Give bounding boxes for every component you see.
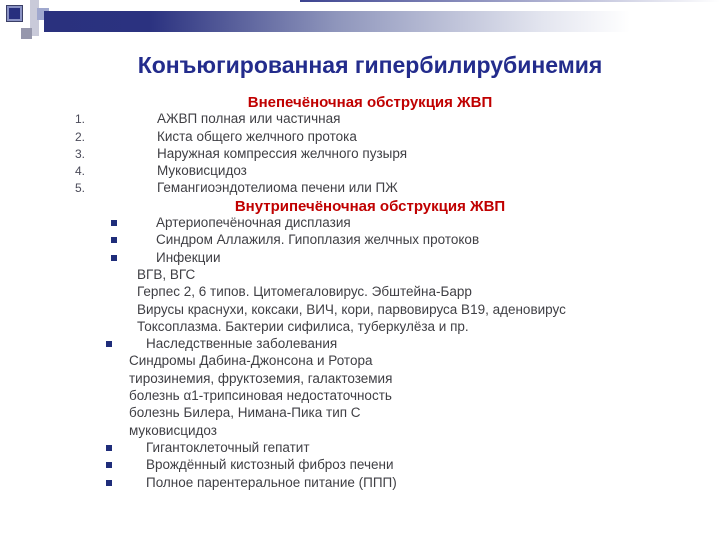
line-text: Токсоплазма. Бактерии сифилиса, туберкулёза и пр. — [137, 318, 469, 334]
line-text: болезнь α1-трипсиновая недостаточность — [129, 388, 392, 404]
content-line — [16, 353, 720, 370]
line-text: Полное парентеральное питание (ППП) — [146, 474, 397, 490]
line-text: Артериопечёночная дисплазия — [156, 215, 351, 231]
top-accent-line — [300, 0, 720, 2]
line-text: Киста общего желчного протока — [157, 128, 357, 144]
line-text: Вирусы краснухи, коксаки, ВИЧ, кори, парвовируса В19, аденовирус — [137, 301, 566, 317]
line-text: Инфекции — [156, 249, 221, 265]
content-line — [16, 267, 720, 284]
line-text: Наследственные заболевания — [146, 336, 338, 352]
square-bullet-icon — [111, 220, 117, 226]
line-text: Гемангиоэндотелиома печени или ПЖ — [157, 180, 398, 196]
list-number: 1. — [75, 112, 86, 127]
content-line — [16, 180, 720, 197]
square-bullet-icon — [106, 462, 112, 468]
list-number: 5. — [75, 181, 86, 196]
list-number: 4. — [75, 164, 86, 179]
content-line — [16, 371, 720, 388]
list-number: 2. — [75, 129, 86, 144]
content-line — [16, 284, 720, 301]
square-bullet-icon — [106, 445, 112, 451]
content-line — [16, 405, 720, 422]
content-line — [16, 146, 720, 163]
line-text: болезнь Билера, Нимана-Пика тип С — [129, 405, 361, 421]
decor-navy-square-icon — [7, 6, 22, 21]
line-text: Муковисцидоз — [157, 163, 247, 179]
decor-gradient-bar — [44, 11, 630, 32]
line-text: ВГВ, ВГС — [137, 266, 196, 282]
content-line — [16, 129, 720, 146]
line-text: Врождённый кистозный фиброз печени — [146, 457, 394, 473]
line-text: Гигантоклеточный гепатит — [146, 439, 310, 455]
square-bullet-icon — [111, 237, 117, 243]
line-text: Синдромы Дабина-Джонсона и Ротора — [129, 353, 373, 369]
slide-title: Конъюгированная гипербилирубинемия — [137, 52, 603, 78]
content-line — [16, 111, 720, 128]
square-bullet-icon — [106, 341, 112, 347]
content-lines — [16, 94, 720, 492]
content-line — [16, 232, 720, 249]
content-line — [16, 475, 720, 492]
line-text: Внутрипечёночная обструкция ЖВП — [234, 197, 506, 215]
section-heading — [16, 198, 720, 215]
content-line — [16, 163, 720, 180]
content-line — [16, 319, 720, 336]
content-line — [16, 440, 720, 457]
content-line — [16, 423, 720, 440]
line-text: АЖВП полная или частичная — [157, 111, 341, 127]
line-text: тирозинемия, фруктоземия, галактоземия — [129, 370, 393, 386]
decor-gray-square-icon — [21, 28, 32, 39]
line-text: Синдром Аллажиля. Гипоплазия желчных протоков — [156, 232, 480, 248]
section-heading — [16, 94, 720, 111]
square-bullet-icon — [111, 255, 117, 261]
content-line — [16, 215, 720, 232]
content-line — [16, 388, 720, 405]
line-text: Наружная компрессия желчного пузыря — [157, 145, 408, 161]
line-text: Внепечёночная обструкция ЖВП — [247, 94, 493, 111]
content-line — [16, 336, 720, 353]
content-line — [16, 457, 720, 474]
list-number: 3. — [75, 146, 86, 161]
square-bullet-icon — [106, 480, 112, 486]
content-line — [16, 250, 720, 267]
content-line — [16, 302, 720, 319]
line-text: муковисцидоз — [129, 422, 217, 438]
line-text: Герпес 2, 6 типов. Цитомегаловирус. Эбштейна-Барр — [137, 284, 472, 300]
